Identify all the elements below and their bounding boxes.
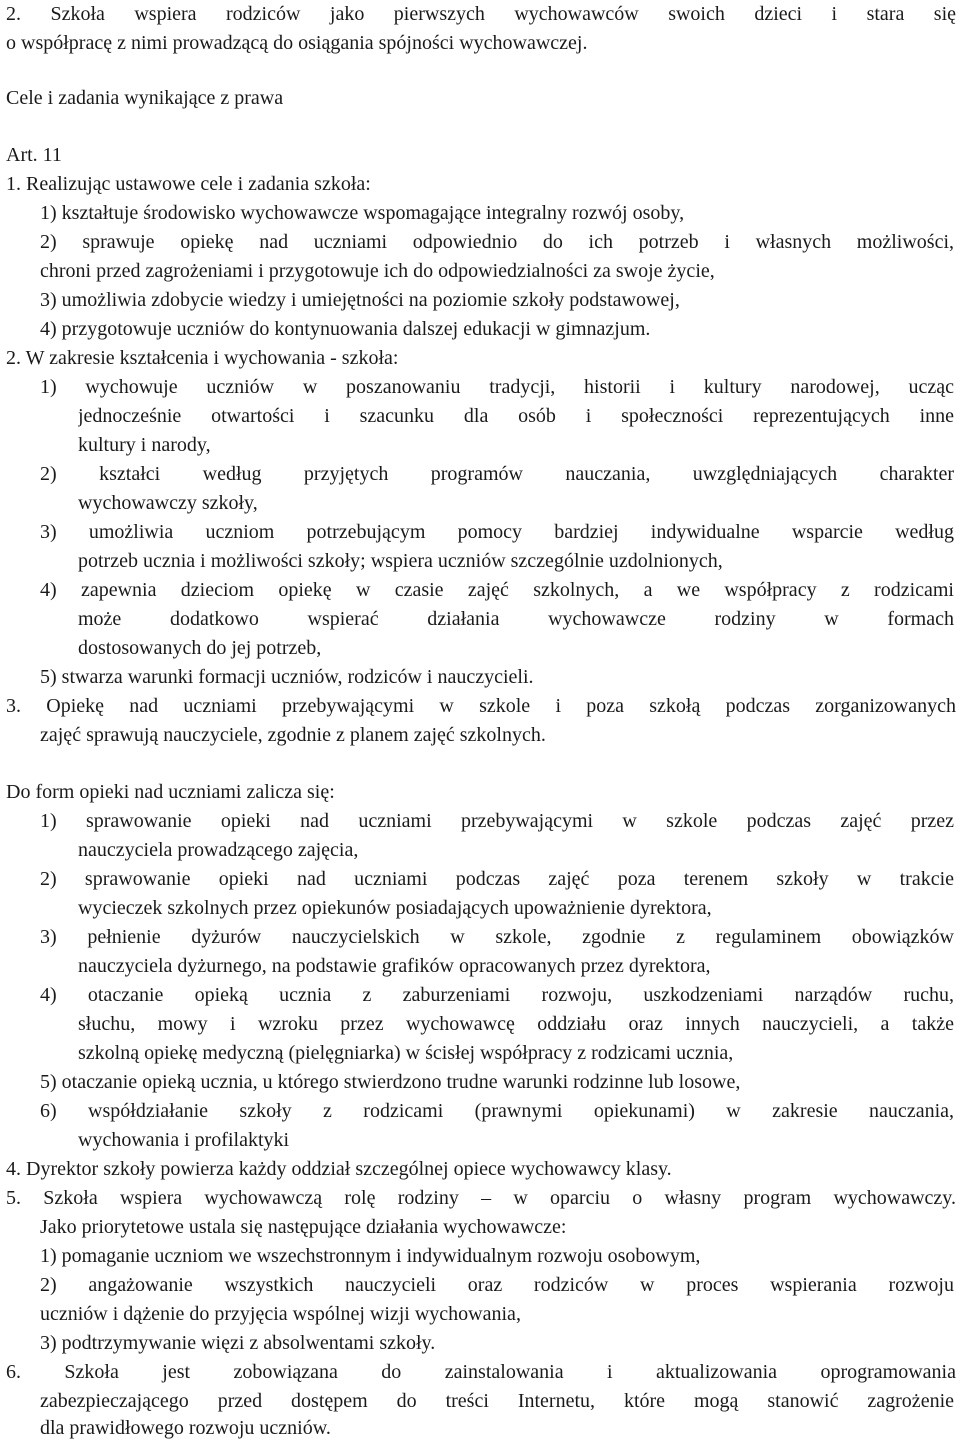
list-item: 1) kształtuje środowisko wychowawcze wspomagające integralny rozwój osoby, (40, 202, 685, 224)
text-line: 6. Szkoła jest zobowiązana do zainstalowania i aktualizowania oprogramowania (6, 1361, 956, 1383)
list-item-cont: uczniów i dążenie do przyjęcia wspólnej wizji wychowania, (40, 1303, 521, 1325)
list-item-cont: wychowania i profilaktyki (78, 1129, 290, 1151)
list-item-cont: nauczyciela dyżurnego, na podstawie grafików opracowanych przez dyrektora, (78, 955, 711, 977)
list-item: 1) pomaganie uczniom we wszechstronnym i indywidualnym rozwoju osobowym, (40, 1245, 701, 1267)
list-item: 5) otaczanie opieką ucznia, u którego stwierdzono trudne warunki rodzinne lub losowe, (40, 1071, 741, 1093)
text-line: o współpracę z nimi prowadzącą do osiągania spójności wychowawczej. (6, 32, 588, 54)
list-item: 3) umożliwia zdobycie wiedzy i umiejętności na poziomie szkoły podstawowej, (40, 289, 680, 311)
text-line-cont: zabezpieczającego przed dostępem do treści Internetu, które mogą stanowić zagrożenie (40, 1390, 954, 1412)
text-line: 2. Szkoła wspiera rodziców jako pierwszych wychowawców swoich dzieci i stara się (6, 3, 956, 25)
list-item-cont: jednocześnie otwartości i szacunku dla osób i społeczności reprezentujących inne (78, 405, 954, 427)
list-item: 2) sprawowanie opieki nad uczniami podczas zajęć poza terenem szkoły w trakcie (40, 868, 954, 890)
list-item-cont: dostosowanych do jej potrzeb, (78, 637, 322, 659)
list-item-cont: słuchu, mowy i wzroku przez wychowawcę oddziału oraz innych nauczycieli, a także (78, 1013, 954, 1035)
list-item-cont: potrzeb ucznia i możliwości szkoły; wspiera uczniów szczególnie uzdolnionych, (78, 550, 723, 572)
list-item: 1) wychowuje uczniów w poszanowaniu tradycji, historii i kultury narodowej, ucząc (40, 376, 954, 398)
subsection-heading: Do form opieki nad uczniami zalicza się: (6, 781, 335, 803)
list-item-cont: może dodatkowo wspierać działania wychowawcze rodziny w formach (78, 608, 954, 630)
text-line: 2. W zakresie kształcenia i wychowania - szkoła: (6, 347, 399, 369)
list-item-cont: nauczyciela prowadzącego zajęcia, (78, 839, 359, 861)
list-item-cont: chroni przed zagrożeniami i przygotowuje ich do odpowiedzialności za swoje życie, (40, 260, 715, 282)
text-line: 4. Dyrektor szkoły powierza każdy oddział szczególnej opiece wychowawcy klasy. (6, 1158, 672, 1180)
list-item: 3) umożliwia uczniom potrzebującym pomocy bardziej indywidualne wsparcie według (40, 521, 954, 543)
text-line: 3. Opiekę nad uczniami przebywającymi w szkole i poza szkołą podczas zorganizowanych (6, 695, 956, 717)
text-line: 5. Szkoła wspiera wychowawczą rolę rodziny – w oparciu o własny program wychowawczy. (6, 1187, 956, 1209)
list-item: 1) sprawowanie opieki nad uczniami przebywającymi w szkole podczas zajęć przez (40, 810, 954, 832)
list-item: 5) stwarza warunki formacji uczniów, rodziców i nauczycieli. (40, 666, 534, 688)
list-item-cont: szkolną opiekę medyczną (pielęgniarka) w ścisłej współpracy z rodzicami ucznia, (78, 1042, 734, 1064)
list-item: 3) pełnienie dyżurów nauczycielskich w szkole, zgodnie z regulaminem obowiązków (40, 926, 954, 948)
list-item: 2) angażowanie wszystkich nauczycieli oraz rodziców w proces wspierania rozwoju (40, 1274, 954, 1296)
list-item: 3) podtrzymywanie więzi z absolwentami szkoły. (40, 1332, 436, 1354)
list-item: 6) współdziałanie szkoły z rodzicami (prawnymi opiekunami) w zakresie nauczania, (40, 1100, 954, 1122)
text-line-cont: zajęć sprawują nauczyciele, zgodnie z planem zajęć szkolnych. (40, 724, 546, 746)
section-heading: Cele i zadania wynikające z prawa (6, 87, 284, 109)
text-line: 1. Realizując ustawowe cele i zadania szkoła: (6, 173, 371, 195)
list-item-cont: wychowawczy szkoły, (78, 492, 258, 514)
list-item-cont: kultury i narody, (78, 434, 211, 456)
list-item: 4) otaczanie opieką ucznia z zaburzeniami rozwoju, uszkodzeniami narządów ruchu, (40, 984, 954, 1006)
article-heading: Art. 11 (6, 144, 62, 166)
text-line-cont: Jako priorytetowe ustala się następujące działania wychowawcze: (40, 1216, 567, 1238)
list-item-cont: wycieczek szkolnych przez opiekunów posiadających upoważnienie dyrektora, (78, 897, 712, 919)
list-item: 4) przygotowuje uczniów do kontynuowania dalszej edukacji w gimnazjum. (40, 318, 651, 340)
list-item: 4) zapewnia dzieciom opiekę w czasie zajęć szkolnych, a we współpracy z rodzicami (40, 579, 954, 601)
text-line-cont: dla prawidłowego rozwoju uczniów. (40, 1417, 331, 1439)
list-item: 2) kształci według przyjętych programów nauczania, uwzględniających charakter (40, 463, 954, 485)
list-item: 2) sprawuje opiekę nad uczniami odpowiednio do ich potrzeb i własnych możliwości, (40, 231, 954, 253)
